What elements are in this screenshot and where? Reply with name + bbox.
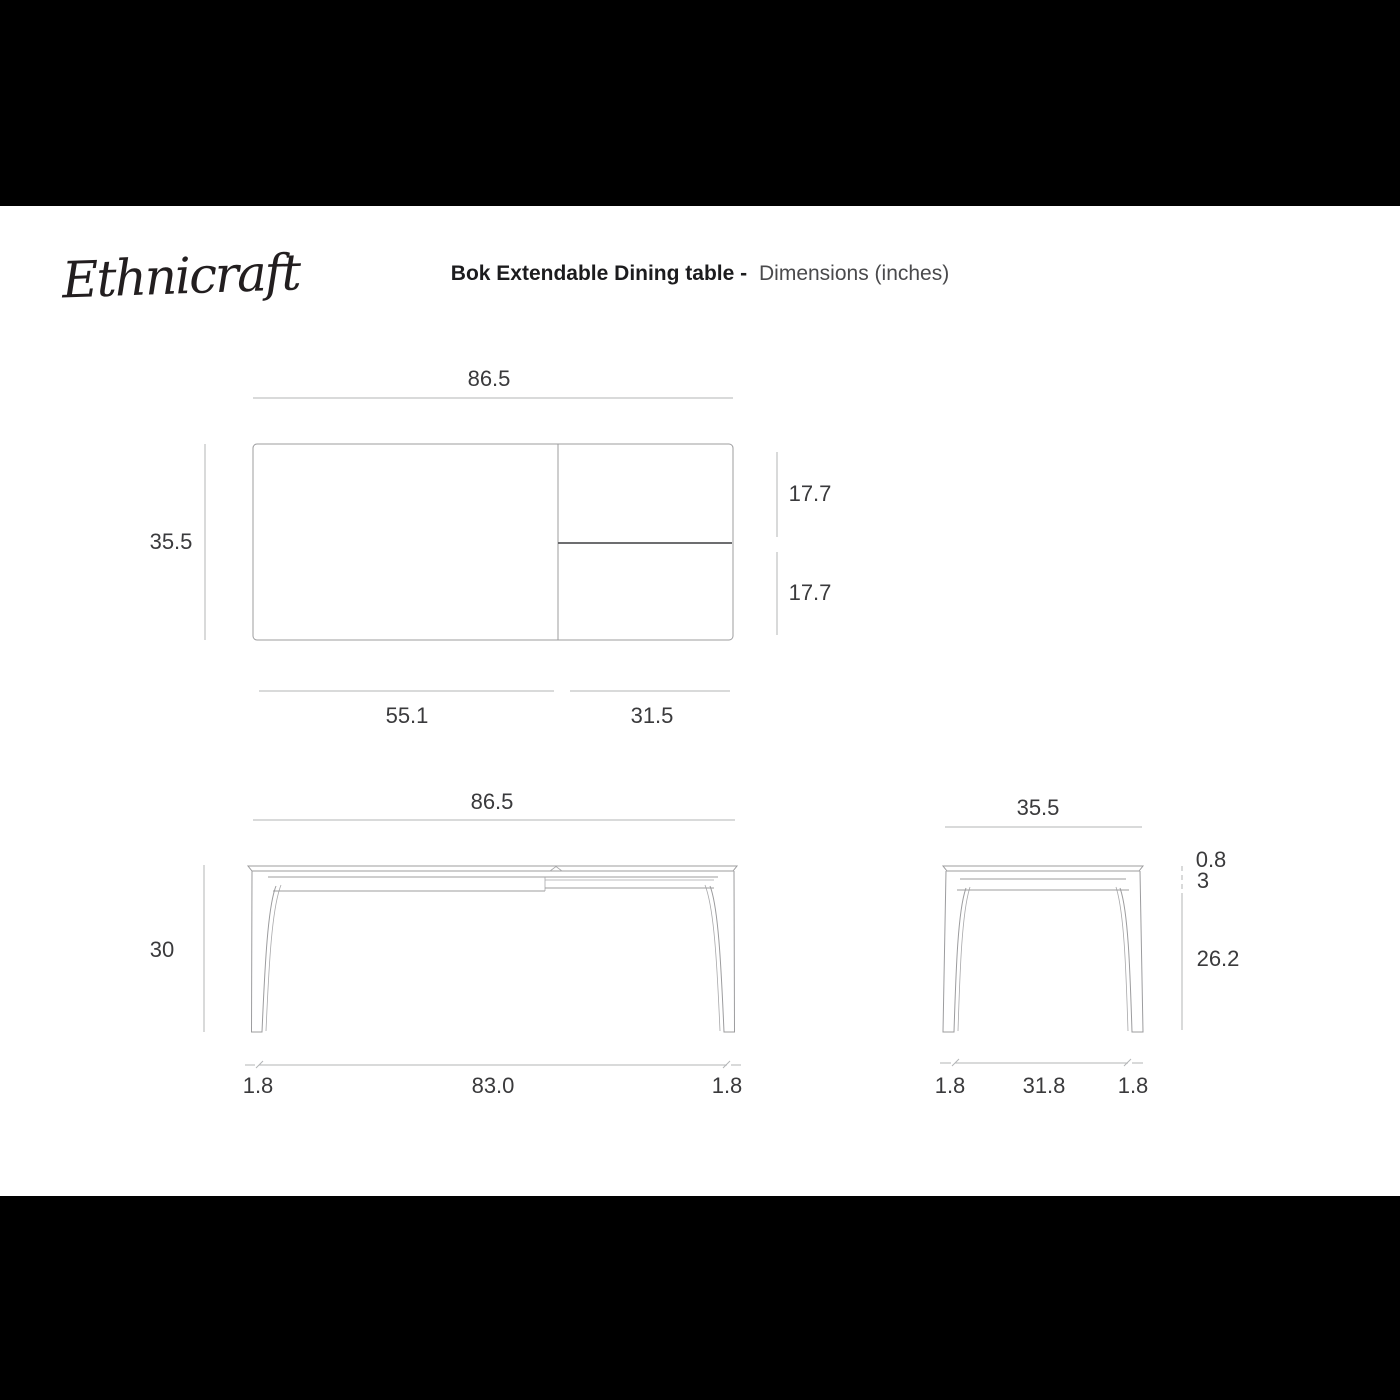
product-name: Bok Extendable Dining table -: [450, 262, 748, 285]
side-leg-left-label: 1.8: [242, 1073, 274, 1098]
end-right-leg-edge: [1116, 887, 1128, 1031]
side-width-label: 86.5: [470, 789, 514, 814]
top-view-width-label: 86.5: [467, 366, 511, 391]
side-view-drawing: [204, 820, 741, 1068]
side-span-label: 83.0: [471, 1073, 515, 1098]
end-view-drawing: [940, 827, 1182, 1066]
end-left-leg: [943, 871, 966, 1032]
end-span-label: 31.8: [1022, 1073, 1066, 1098]
section-left-label: 55.1: [385, 703, 429, 728]
side-tabletop: [248, 866, 737, 871]
clearance-label: 26.2: [1196, 946, 1240, 971]
top-view-depth-label: 35.5: [149, 529, 193, 554]
end-right-leg: [1120, 871, 1143, 1032]
top-view-drawing: [205, 398, 777, 691]
side-leg-right-label: 1.8: [711, 1073, 743, 1098]
end-depth-label: 35.5: [1016, 795, 1060, 820]
end-leg-right-label: 1.8: [1117, 1073, 1149, 1098]
title-subtext: Dimensions (inches): [758, 262, 950, 285]
leaf-lower-label: 17.7: [788, 580, 832, 605]
end-tabletop: [943, 866, 1143, 871]
side-right-leg-edge: [705, 885, 720, 1031]
end-leg-left-label: 1.8: [934, 1073, 966, 1098]
section-right-label: 31.5: [630, 703, 674, 728]
side-right-leg: [710, 871, 735, 1032]
side-height-label: 30: [149, 937, 175, 962]
end-left-leg-edge: [958, 887, 970, 1031]
side-leaf-notch: [550, 867, 562, 872]
top-thickness-label: 0.8: [1195, 847, 1227, 872]
side-left-leg: [252, 871, 277, 1032]
side-left-leg-edge: [266, 885, 281, 1031]
tabletop-outline: [253, 444, 733, 640]
apron-height-label: 3: [1196, 868, 1210, 893]
ethnicraft-logo: Ethnicraft: [61, 243, 301, 310]
leaf-upper-label: 17.7: [788, 481, 832, 506]
